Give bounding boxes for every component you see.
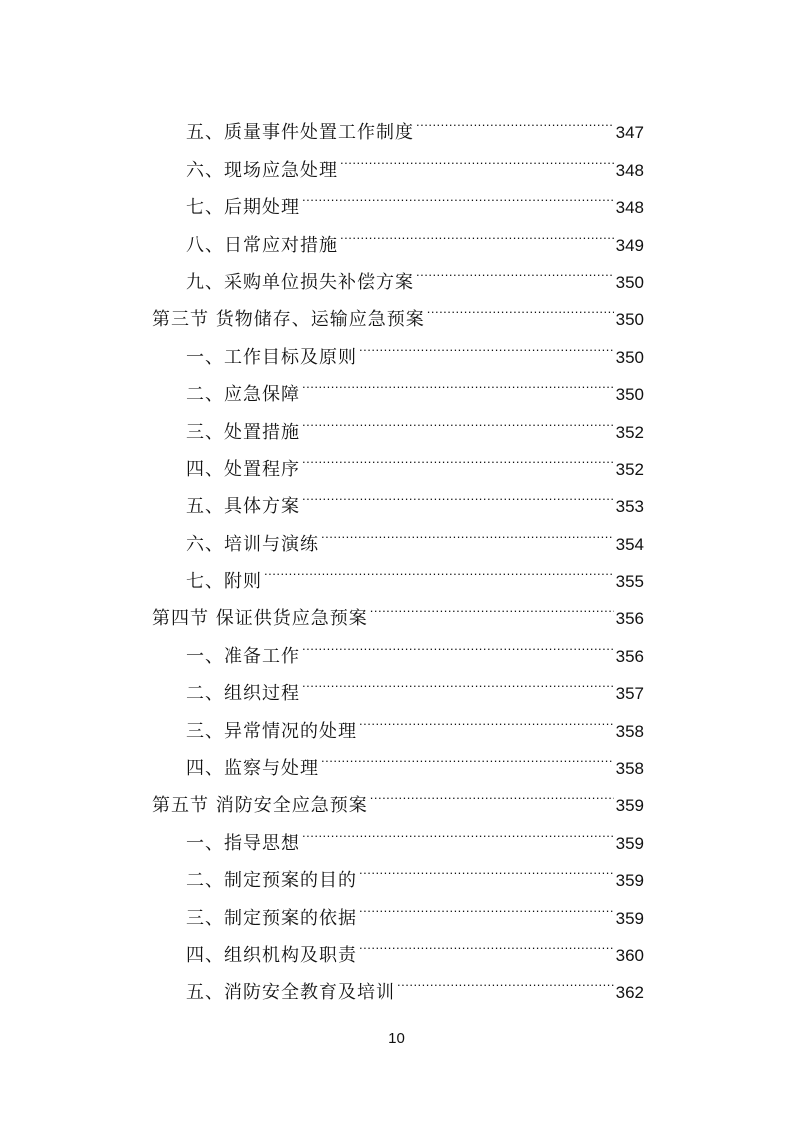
toc-entry-page: 352 [615,422,644,442]
toc-entry-page: 357 [615,684,644,704]
toc-entry-page: 360 [615,945,644,965]
toc-entry[interactable] [152,101,644,144]
toc-entry-page: 352 [615,459,644,479]
toc-entry-title: 一、准备工作 [186,645,300,667]
dot-leader [338,213,614,250]
toc-entry-title: 三、制定预案的依据 [186,907,357,929]
toc-entry-page: 359 [615,871,644,891]
toc-entry-page: 359 [615,796,644,816]
dot-leader [300,475,614,512]
toc-entry-title: 二、应急保障 [186,384,300,406]
toc-entry-page: 353 [615,497,644,517]
toc-entry-title: 六、现场应急处理 [186,159,338,181]
toc-entry-title: 第五节 消防安全应急预案 [152,795,368,817]
toc-entry-title: 四、处置程序 [186,458,300,480]
toc-entry-page: 350 [615,310,644,330]
toc-entry-page: 347 [615,123,644,143]
dot-leader [300,363,614,400]
toc-entry-page: 355 [615,572,644,592]
dot-leader [300,438,614,475]
toc-entry-page: 358 [615,721,644,741]
dot-leader [357,886,614,923]
toc-entry-page: 350 [615,272,644,292]
dot-leader [368,774,614,811]
dot-leader [300,176,614,213]
toc-entry-page: 359 [615,908,644,928]
dot-leader [414,251,614,288]
dot-leader [368,587,614,624]
toc-entry-page: 348 [615,160,644,180]
toc-entry-title: 三、处置措施 [186,421,300,443]
toc-entry-title: 四、监察与处理 [186,758,319,780]
toc-entry-title: 六、培训与演练 [186,533,319,555]
toc-entry-page: 362 [615,983,644,1003]
toc-entry-page: 356 [615,646,644,666]
dot-leader [300,400,614,437]
dot-leader [300,811,614,848]
toc-entry-title: 第四节 保证供货应急预案 [152,608,368,630]
toc-entry-title: 五、质量事件处置工作制度 [186,122,414,144]
toc-entry-page: 349 [615,235,644,255]
toc-entry-title: 七、后期处理 [186,197,300,219]
dot-leader [357,325,614,362]
toc-entry-title: 九、采购单位损失补偿方案 [186,271,414,293]
toc-entry-page: 350 [615,385,644,405]
dot-leader [357,924,614,961]
toc-entry-title: 七、附则 [186,571,262,593]
dot-leader [300,662,614,699]
toc-entry-title: 一、工作目标及原则 [186,346,357,368]
dot-leader [414,101,614,138]
toc-entry-title: 五、具体方案 [186,496,300,518]
toc-entry-title: 第三节 货物储存、运输应急预案 [152,309,425,331]
toc-entry-title: 八、日常应对措施 [186,234,338,256]
toc-entry-title: 五、消防安全教育及培训 [186,982,395,1004]
toc-entry-page: 359 [615,833,644,853]
toc-entry-title: 二、组织过程 [186,683,300,705]
dot-leader [338,138,614,175]
dot-leader [425,288,614,325]
toc-entry-title: 四、组织机构及职责 [186,944,357,966]
dot-leader [395,961,614,998]
page-number: 10 [388,1030,405,1047]
toc-entry-title: 三、异常情况的处理 [186,720,357,742]
dot-leader [262,550,614,587]
toc-entry-page: 354 [615,534,644,554]
dot-leader [319,512,614,549]
toc-entry-page: 358 [615,759,644,779]
toc-entry-page: 348 [615,198,644,218]
toc-entry-page: 356 [615,609,644,629]
dot-leader [319,737,614,774]
toc-entry-title: 一、指导思想 [186,832,300,854]
dot-leader [300,624,614,661]
table-of-contents [152,101,644,1004]
dot-leader [357,699,614,736]
dot-leader [357,849,614,886]
toc-entry-title: 二、制定预案的目的 [186,870,357,892]
toc-entry-page: 350 [615,347,644,367]
